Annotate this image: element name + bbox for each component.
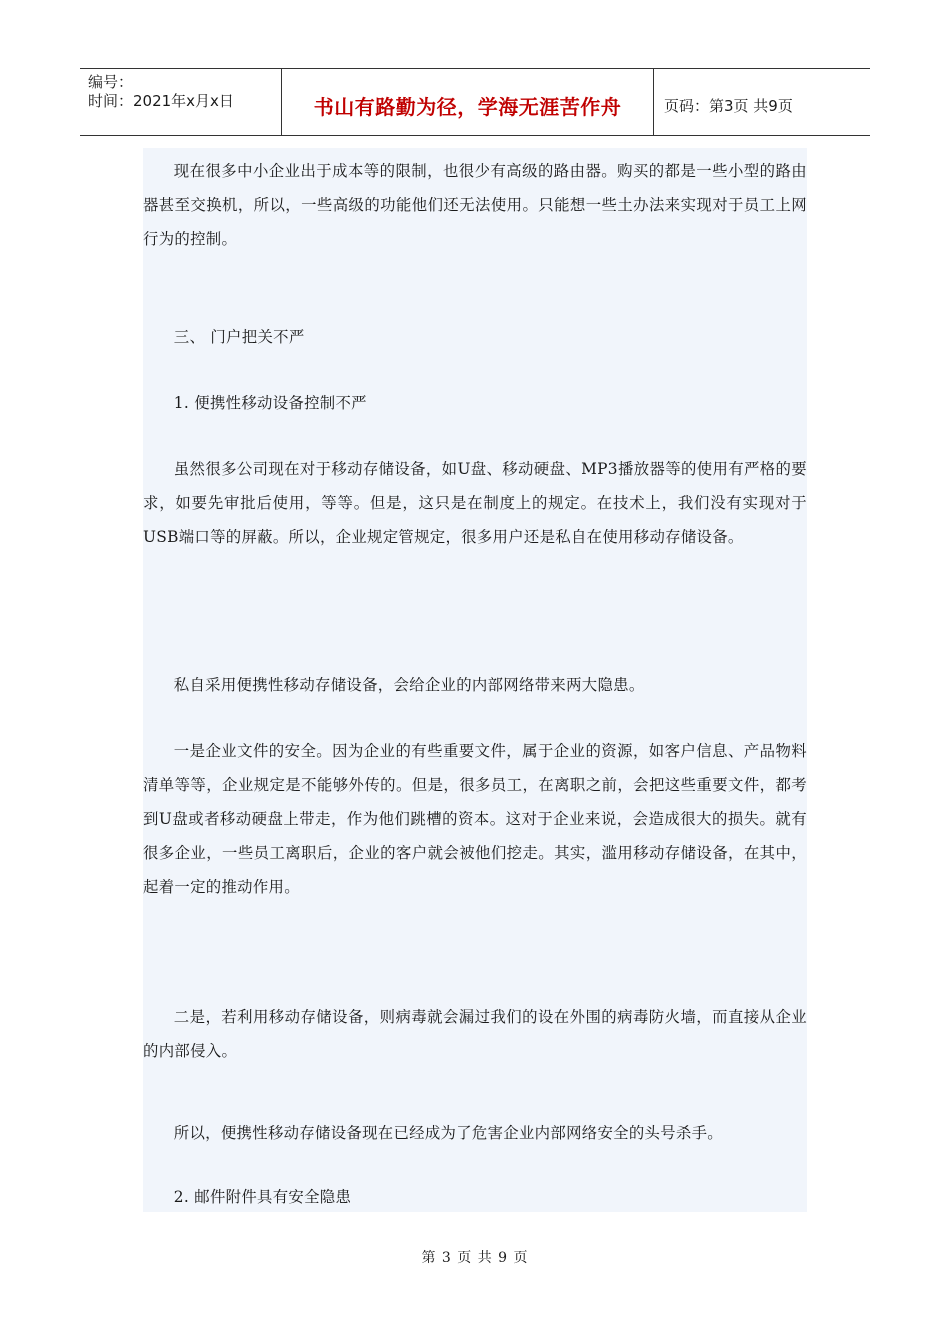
section-heading: 三、 门户把关不严 xyxy=(173,328,305,346)
subsection-heading: 1. 便携性移动设备控制不严 xyxy=(173,394,367,412)
paragraph: 一是企业文件的安全。因为企业的有些重要文件，属于企业的资源，如客户信息、产品物料清单等等，企业规定是不能够外传的。但是，很多员工，在离职之前，会把这些重要文件，都考到U盘或者移动硬盘上带走，作为他们跳槽的资本。这对于企业来说，会造成很大的损失。就有很多企业，一些员工离职后，企业的客户就会被他们挖走。其实，滥用移动存储设备，在其中，起着一定的推动作用。 xyxy=(143,742,807,896)
page-footer: 第 3 页 共 9 页 xyxy=(421,1250,529,1266)
subsection-heading: 2. 邮件附件具有安全隐患 xyxy=(173,1188,352,1206)
paragraph: 虽然很多公司现在对于移动存储设备，如U盘、移动硬盘、MP3播放器等的使用有严格的要求，如要先审批后使用，等等。但是，这只是在制度上的规定。在技术上，我们没有实现对于USB端口等的屏蔽。所以，企业规定管规定，很多用户还是私自在使用移动存储设备。 xyxy=(143,460,807,546)
document-body xyxy=(143,148,807,1212)
header-motto: 书山有路勤为径，学海无涯苦作舟 xyxy=(313,94,622,119)
header-meta xyxy=(80,69,282,135)
document-date: 时间：2021年x月x日 xyxy=(88,92,234,110)
paragraph: 二是，若利用移动存储设备，则病毒就会漏过我们的设在外围的病毒防火墙，而直接从企业的内部侵入。 xyxy=(143,1008,807,1060)
paragraph: 所以，便携性移动存储设备现在已经成为了危害企业内部网络安全的头号杀手。 xyxy=(173,1124,723,1142)
header-page-info: 页码：第3页 共9页 xyxy=(664,96,793,115)
header-motto-cell xyxy=(282,69,654,135)
document-header xyxy=(80,68,870,136)
paragraph: 私自采用便携性移动存储设备，会给企业的内部网络带来两大隐患。 xyxy=(173,676,645,694)
document-number-label: 编号： xyxy=(88,73,134,91)
paragraph-intro: 现在很多中小企业出于成本等的限制，也很少有高级的路由器。购买的都是一些小型的路由器甚至交换机，所以，一些高级的功能他们还无法使用。只能想一些土办法来实现对于员工上网行为的控制。 xyxy=(143,162,807,248)
